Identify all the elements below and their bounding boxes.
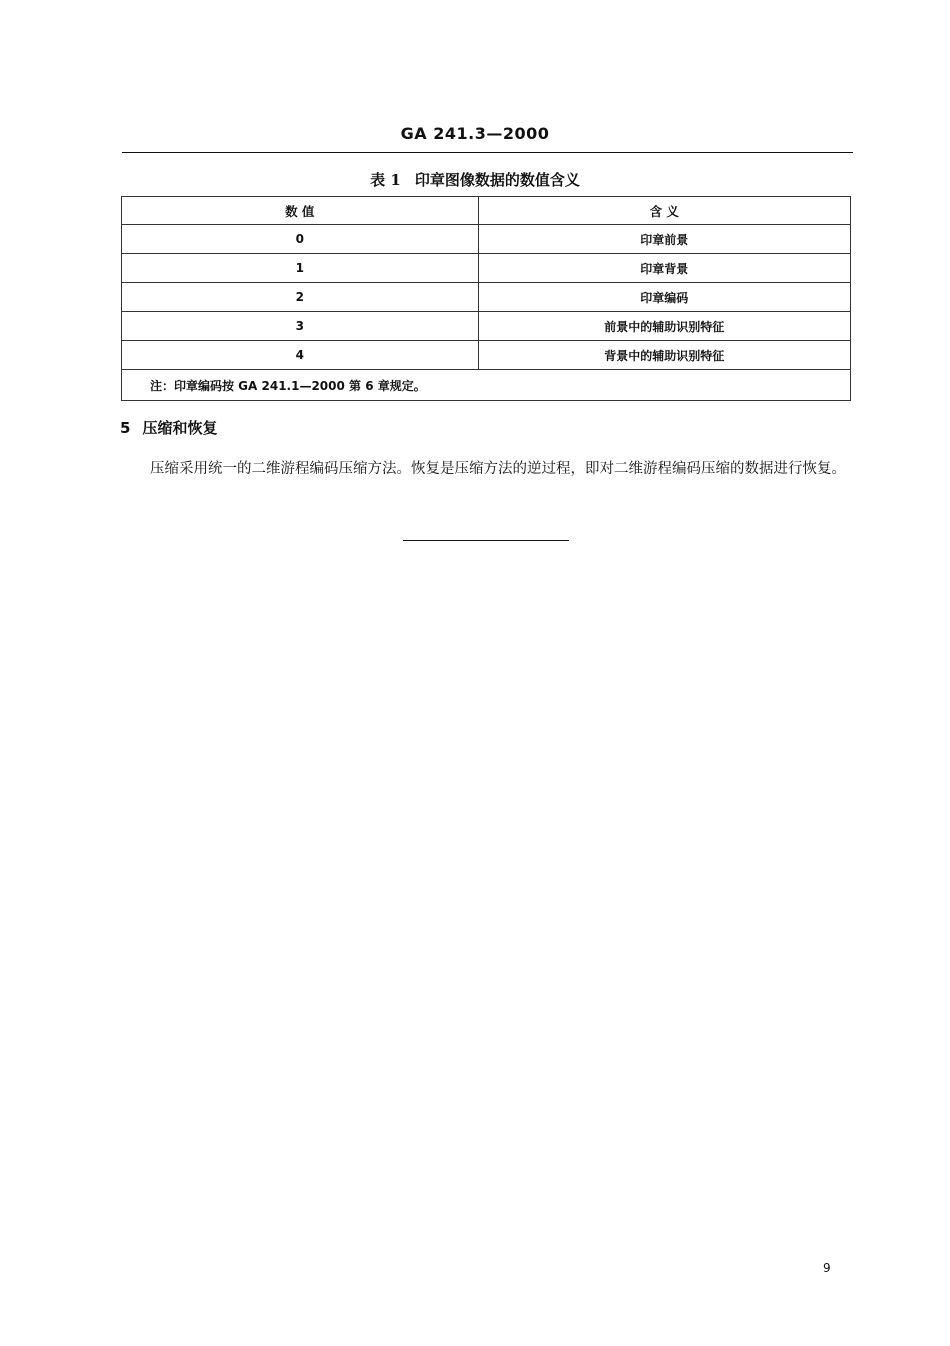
end-of-document-rule bbox=[403, 540, 569, 541]
cell-value: 3 bbox=[122, 312, 479, 341]
table-caption-number: 表 1 bbox=[370, 171, 401, 189]
table-row bbox=[122, 312, 851, 341]
table-caption bbox=[0, 169, 950, 190]
cell-meaning: 前景中的辅助识别特征 bbox=[478, 312, 850, 341]
cell-meaning: 印章前景 bbox=[478, 225, 850, 254]
section-heading bbox=[120, 417, 217, 438]
table-row bbox=[122, 341, 851, 370]
cell-value: 0 bbox=[122, 225, 479, 254]
cell-value: 4 bbox=[122, 341, 479, 370]
value-meaning-table bbox=[121, 196, 851, 401]
table-caption-title: 印章图像数据的数值含义 bbox=[414, 171, 580, 189]
cell-meaning: 印章背景 bbox=[478, 254, 850, 283]
section-title: 压缩和恢复 bbox=[142, 419, 218, 437]
table-note-row bbox=[122, 370, 851, 401]
cell-meaning: 印章编码 bbox=[478, 283, 850, 312]
header-rule bbox=[122, 152, 853, 153]
table-row bbox=[122, 254, 851, 283]
section-paragraph: 压缩采用统一的二维游程编码压缩方法。恢复是压缩方法的逆过程，即对二维游程编码压缩的数据进行恢复。 bbox=[150, 461, 846, 477]
table-note: 注：印章编码按 GA 241.1—2000 第 6 章规定。 bbox=[122, 370, 851, 401]
page-number: 9 bbox=[823, 1261, 831, 1275]
cell-value: 1 bbox=[122, 254, 479, 283]
section-number: 5 bbox=[120, 419, 131, 437]
standard-code-header: GA 241.3—2000 bbox=[400, 124, 550, 143]
cell-meaning: 背景中的辅助识别特征 bbox=[478, 341, 850, 370]
table-row bbox=[122, 225, 851, 254]
column-header-meaning: 含 义 bbox=[478, 197, 850, 225]
table-header-row bbox=[122, 197, 851, 225]
cell-value: 2 bbox=[122, 283, 479, 312]
table-row bbox=[122, 283, 851, 312]
column-header-value: 数 值 bbox=[122, 197, 479, 225]
